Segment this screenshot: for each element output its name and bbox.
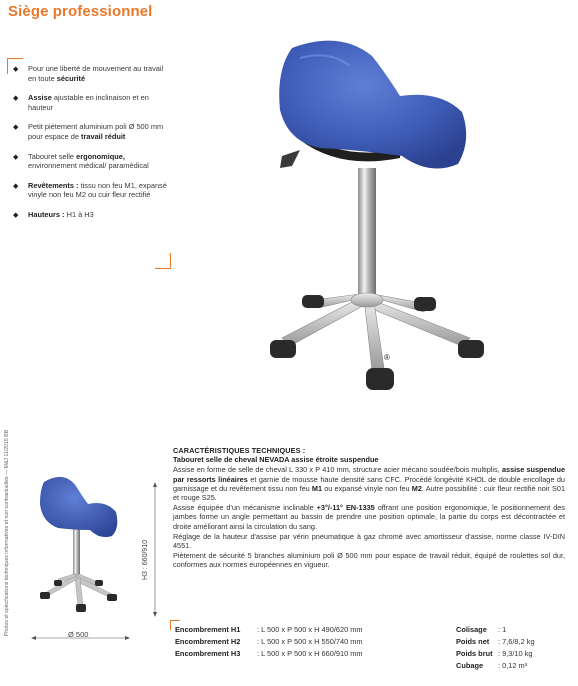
specs-paragraph [173,551,565,569]
text-run: Piètement de sécurité 5 branches aluminium poli Ø 500 mm pour espace de travail réduit, équipé de roulettes sol dur, conformes aux normes européennes en vigueur. [173,551,565,570]
text-run: et garnie de mousse haute densité sans CFC. Procédé longévité KHOL de double encollage du garnissage et du revêtement tissu non feu [173,474,565,493]
dimension-value: : L 500 x P 500 x H 490/620 mm [257,625,363,634]
logistics-row [456,636,535,648]
logistics-row [456,648,535,660]
registered-mark: ® [384,353,390,362]
specs-body [173,465,565,569]
specs-subheading: Tabouret selle de cheval NEVADA assise étroite suspendue [173,455,379,465]
diamond-bullet-icon: ◆ [13,182,19,190]
logistics-row [456,624,535,636]
technical-specs [173,446,565,571]
text-run: une liberté de mouvement au travail en toute [28,64,164,83]
side-note [2,390,10,686]
diamond-bullet-icon: ◆ [13,124,19,132]
feature-item [12,181,170,200]
text-run: ergonomique, [76,151,125,161]
feature-item [12,93,170,112]
specs-paragraph [173,503,565,531]
seat [279,41,466,169]
dimensions-table [175,624,363,660]
height-label: H3 : 660/910 [142,539,149,580]
diamond-bullet-icon: ◆ [13,66,19,73]
feature-item [12,152,170,171]
text-run: ou expansé vinyle non feu [322,483,412,493]
logistics-label: Poids brut [456,649,493,658]
logistics-value: : 7,6/8,2 kg [498,637,535,646]
dimension-row [175,624,363,636]
specs-paragraph [173,532,565,550]
text-run: Revêtements : [28,180,79,190]
logistics-table [456,624,535,672]
feature-item [12,210,170,220]
dimension-value: : L 500 x P 500 x H 550/740 mm [257,637,363,646]
dimension-label: Encombrement H2 [175,637,241,646]
text-run: travail réduit [81,131,126,141]
text-run: H1 à H3 [64,209,94,219]
text-run: . Autre possibilité : cuir fleur rectifié noir S01 et rouge S25. [173,483,565,503]
text-run: ajustable en inclinaison et en hauteur [28,93,149,112]
logistics-label: Poids net [456,637,490,646]
text-run: sécurité [56,73,86,83]
text-run: environnement médical/ paramédical [28,161,149,171]
text-run: tissu non feu M1, expansé vinyle non feu M2 ou cuir fleur rectifié [28,180,167,200]
text-run: M2 [411,483,422,493]
text-run: Tabouret selle [28,151,77,161]
star-base [282,293,470,370]
casters [270,295,484,390]
dimension-label: Encombrement H3 [175,649,241,658]
height-lever [280,150,300,168]
text-run: Pour [28,64,46,73]
diamond-bullet-icon: ◆ [13,211,19,219]
text-run: Réglage de la hauteur d'assise par vérin pneumatique à gaz chromé avec amortisseur d'assise, norme classe IV-DIN 4551. [173,531,565,551]
text-run: Hauteurs : [28,209,65,219]
logistics-value: : 9,3/10 kg [498,649,533,658]
logistics-value: : 0,12 m³ [498,661,528,670]
specs-heading: CARACTÉRISTIQUES TECHNIQUES : [173,446,306,455]
feature-item [12,122,170,141]
corner-accent-bottom-right [155,253,171,269]
text-run: +3°/-11° EN-1335 [316,503,375,513]
dimension-value: : L 500 x P 500 x H 660/910 mm [257,649,363,658]
text-run: Assise en forme de selle de cheval L 330 x P 410 mm, structure acier mécano soudée/bois multiplis, [173,465,502,475]
text-run: offrant une position ergonomique, le positionnement des jambes forme un angle permettant au bassin de prendre une position optimale, la partie du corps est décontractée et droite améliorant ainsi la circulation du sang. [173,503,565,531]
text-run: M1 [311,483,323,493]
feature-list [12,64,170,230]
logistics-value: : 1 [498,625,507,634]
dimension-label: Encombrement H1 [175,625,241,634]
dimension-row [175,636,363,648]
text-run: Assise équipée d'un mécanisme inclinable [173,503,317,513]
text-run: Assise [28,93,52,103]
logistics-label: Colisage [456,625,487,634]
diameter-label: Ø 500 [68,630,89,639]
text-run: Petit piétement aluminium poli Ø 500 mm pour espace de [28,122,164,141]
diamond-bullet-icon: ◆ [13,153,19,161]
logistics-label: Cubage [456,661,484,670]
dimension-row [175,648,363,660]
text-run: assise suspendue par ressorts linéaires [173,465,565,484]
logistics-row [456,660,535,672]
gas-column [358,168,376,298]
specs-paragraph [173,465,565,502]
page-title: Siège professionnel [8,3,153,20]
side-note-text: Photos et spécifications techniques informatives et non contractuelles — M&J 11/2015 BB [4,429,10,637]
feature-item [12,64,170,83]
diamond-bullet-icon: ◆ [13,95,19,103]
